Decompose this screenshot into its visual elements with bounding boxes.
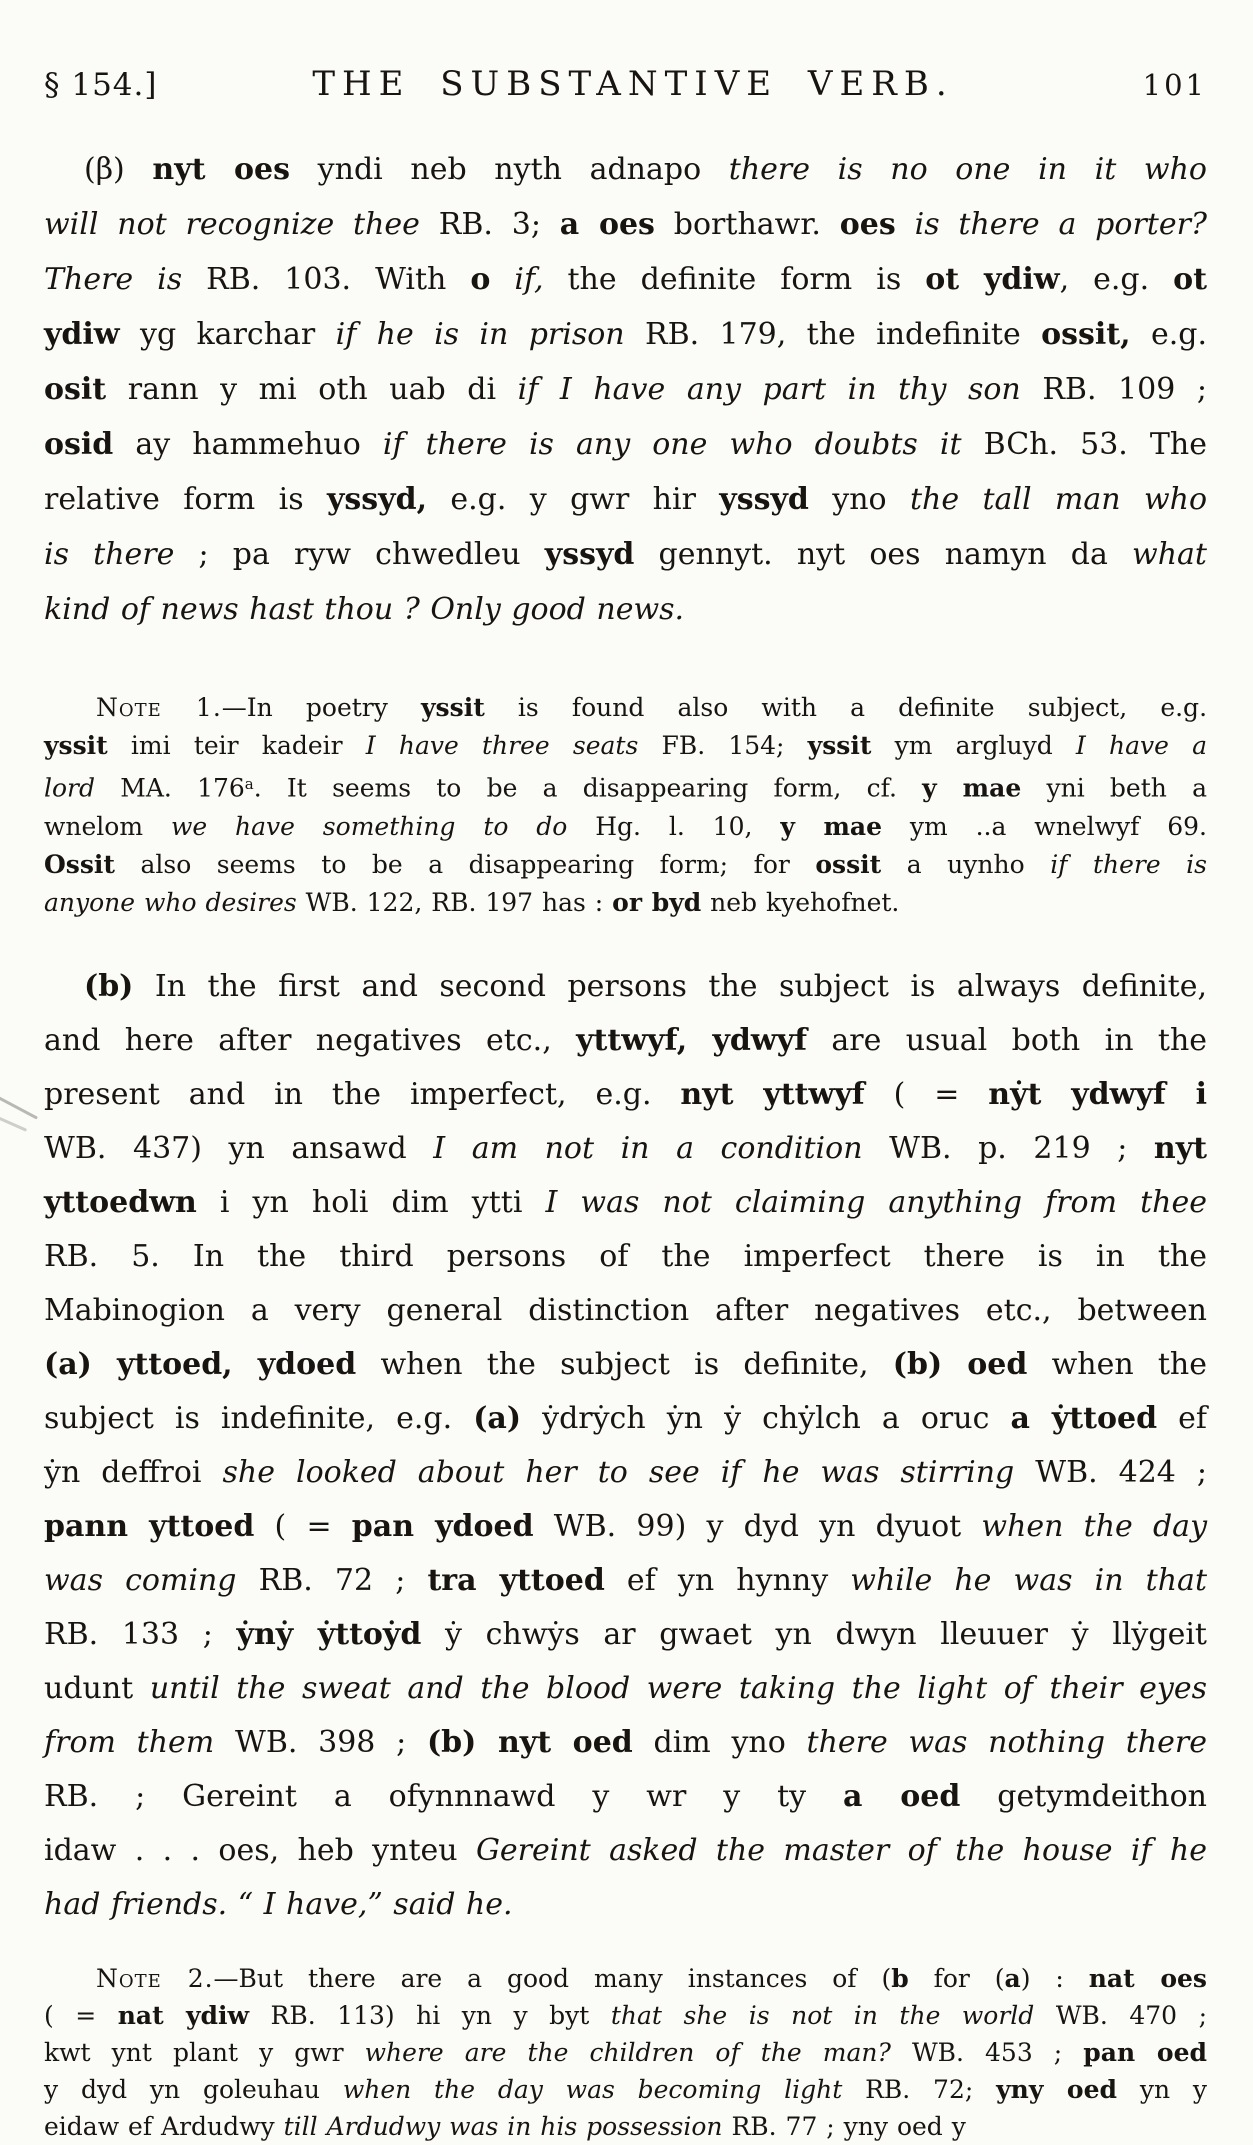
text-segment: FB. 154; [638,731,808,760]
text-segment: ( = [864,1076,989,1112]
text-segment: RB. 72 ; [236,1562,428,1598]
text-line [44,1608,1207,1662]
text-segment: (b) nyt oed [426,1724,633,1760]
text-segment: was coming [44,1562,237,1598]
text-segment: idaw . . . oes, heb ynteu [44,1832,476,1868]
text-segment: WB. 122, RB. 197 has : [296,887,613,917]
text-segment: will not recognize thee [44,207,439,242]
text-segment: y dyd yn goleuhau [44,2074,343,2104]
text-segment: ẏdrẏch ẏn ẏ chẏlch a oruc [521,1400,1011,1436]
text-segment: Gereint asked the master of the house if he [475,1832,1207,1868]
text-segment: nyt yttwyf [680,1076,865,1112]
text-segment: ossit, [1041,317,1131,352]
text-segment: ay hammehuo [113,427,383,462]
text-segment: I have a [1075,731,1207,760]
text-line [44,1068,1207,1122]
text-segment: —In poetry [221,693,422,722]
paragraph-b [44,960,1207,1932]
text-segment: ẏ chwẏs ar gwaet yn dwyn lleuuer ẏ llẏgeit [421,1616,1207,1652]
text-line [44,1997,1207,2034]
text-segment: e.g. [1130,317,1207,352]
text-segment: (a) yttoed, ydoed [44,1346,357,1382]
text-segment: I have three seats [365,731,639,760]
note-1 [44,689,1207,922]
text-line [44,1176,1207,1230]
text-segment: ydiw [44,317,120,352]
text-line [44,527,1207,582]
text-segment: yttoedwn [44,1184,197,1220]
text-line [44,197,1207,252]
text-segment: RB. 77 ; yny oed y [722,2111,966,2141]
text-segment: she looked about her to see if he was stirring [222,1454,1015,1490]
text-segment: if he is in prison [335,317,625,352]
text-line [44,1554,1207,1608]
text-line [44,2108,1207,2145]
text-segment: there is no one in it who [728,152,1207,187]
text-segment: WB. 453 ; [890,2037,1084,2067]
text-segment: a [1004,1963,1021,1993]
text-segment: RB. 103. With [206,262,471,297]
text-segment: nyt oes [152,152,291,187]
text-segment: yno [808,482,910,517]
text-segment: —But there are a good many instances of ( [213,1963,892,1993]
text-segment: (b) oed [892,1346,1028,1382]
text-line [44,765,1207,808]
text-segment: nat ydiw [117,2000,249,2030]
text-segment: what [1132,537,1207,572]
text-segment: ( = [254,1508,352,1544]
text-segment: i yn holi dim ytti [196,1184,546,1220]
text-segment: ym argluyd [871,731,1076,760]
text-segment: RB. 113) hi yn y byt [248,2000,611,2030]
text-segment: nat oes [1088,1963,1207,1993]
text-segment: In the first and second persons the subject is always definite, [133,968,1207,1004]
text-segment: Mabinogion a very general distinction after negatives etc., between [44,1292,1207,1328]
text-segment: WB. 470 ; [1034,2000,1208,2030]
text-segment [490,262,514,297]
text-segment: . It seems to be a disappearing form, cf. [253,773,923,803]
text-segment: a ẏttoed [1010,1400,1158,1436]
text-segment: yssyd, [326,482,428,517]
text-segment: RB. 133 ; [44,1616,237,1652]
text-segment: are usual both in the [807,1022,1208,1058]
text-segment: a oed [843,1778,961,1814]
text-segment: till Ardudwy was in his possession [283,2111,723,2141]
text-segment: Note 2. [96,1963,214,1993]
text-line [44,689,1207,727]
text-segment: there was nothing there [806,1724,1207,1760]
text-segment: a uynho [881,849,1051,879]
text-segment: Hg. l. 10, [567,811,781,841]
text-segment: or byd [612,887,702,917]
text-segment: There is [44,262,207,297]
text-segment: lord [44,773,96,803]
text-segment: relative form is [44,482,327,517]
text-segment: ot [1173,262,1207,297]
text-segment: yn y [1117,2074,1207,2104]
text-segment: yg karchar [119,317,336,352]
text-segment: the tall man who [909,482,1208,517]
text-line [44,884,1207,922]
text-line [44,307,1207,362]
text-segment: yttwyf, ydwyf [576,1022,808,1058]
text-line [44,1392,1207,1446]
text-line [44,1014,1207,1068]
text-segment: yny oed [996,2074,1117,2104]
text-line [44,846,1207,884]
text-segment: ) : [1020,1963,1089,1993]
text-segment: nẏt ydwyf i [988,1076,1208,1112]
text-segment: udunt [44,1670,150,1706]
text-line [44,1446,1207,1500]
text-line [44,1284,1207,1338]
text-segment: had friends. “ I have,” said he. [44,1886,513,1922]
text-segment: and here after negatives etc., [44,1022,577,1058]
text-segment: subject is indefinite, e.g. [44,1400,474,1436]
text-segment: yssyd [544,537,635,572]
text-segment: kind of news hast thou ? Only good news. [44,592,685,627]
text-segment: when the day was becoming light [342,2074,843,2104]
text-segment: b [891,1963,909,1993]
text-line [44,727,1207,765]
text-segment: ym ..a wnelwyf 69. [882,811,1207,841]
text-segment: ot ydiw [925,262,1060,297]
page-number: 101 [1142,68,1207,102]
text-segment: the definite form is [543,262,926,297]
text-segment: is found also with a definite subject, e.g. [484,693,1208,722]
text-line [44,1824,1207,1878]
paragraph-beta [44,142,1207,637]
text-line [44,362,1207,417]
text-segment: y mae [780,811,883,841]
text-segment: ef [1157,1400,1207,1436]
text-line [44,1230,1207,1284]
pencil-stroke [0,1095,38,1119]
text-line [44,252,1207,307]
text-line [44,1338,1207,1392]
text-segment: e.g. y gwr hir [427,482,720,517]
text-segment: pan oed [1083,2037,1207,2067]
text-segment: present and in the imperfect, e.g. [44,1076,681,1112]
text-line [44,2034,1207,2071]
text-segment: Note 1. [96,693,222,722]
text-segment: also seems to be a disappearing form; for [114,849,816,879]
text-segment: getymdeithon [960,1778,1207,1814]
text-line [44,808,1207,846]
pencil-mark [0,1098,48,1138]
text-line [44,1122,1207,1176]
text-segment: if there is [1050,849,1207,879]
text-segment: tra yttoed [427,1562,605,1598]
text-segment: for ( [908,1963,1005,1993]
text-segment: anyone who desires [44,887,297,917]
text-segment: where are the children of the man? [364,2037,891,2067]
text-segment: we have something to do [170,811,568,841]
text-segment: yssit [807,731,872,760]
text-segment: (b) [84,968,134,1004]
text-line [44,472,1207,527]
text-segment: yssit [421,693,485,722]
text-segment: o [470,262,491,297]
text-segment: ( = [44,2000,118,2030]
text-segment: rann y mi oth uab di [106,372,518,407]
section-number: § 154.] [44,67,158,103]
text-line [44,1716,1207,1770]
text-segment: ẏnẏ ẏttoẏd [236,1616,422,1652]
text-segment: osit [44,372,107,407]
text-line [44,1960,1207,1997]
text-line [44,142,1207,197]
text-segment: eidaw ef Ardudwy [44,2111,284,2141]
text-segment: (β) [84,152,153,187]
text-segment: yssyd [719,482,809,517]
text-segment: is there a porter? [914,207,1208,242]
text-segment: , e.g. [1059,262,1174,297]
text-segment: MA. 176 [95,773,245,803]
text-segment: pan ydoed [351,1508,534,1544]
text-segment: kwt ynt plant y gwr [44,2037,365,2067]
text-segment: WB. 424 ; [1014,1454,1207,1490]
text-segment: WB. 99) y dyd yn dyuot [533,1508,982,1544]
text-segment: if I have any part in thy son [517,372,1021,407]
text-line [44,1878,1207,1932]
text-segment: when the [1027,1346,1207,1382]
pencil-stroke [0,1115,27,1132]
text-line [44,2071,1207,2108]
text-segment: when the subject is definite, [356,1346,893,1382]
page-header [44,64,1207,112]
text-line [44,960,1207,1014]
text-segment: borthawr. [654,207,840,242]
text-segment: wnelom [44,811,171,841]
text-segment: yssit [44,731,108,760]
text-segment: if there is any one who doubts it [382,427,962,462]
text-segment: that she is not in the world [610,2000,1035,2030]
text-segment: nyt [1153,1130,1207,1166]
text-segment: from them [44,1724,215,1760]
text-segment: imi teir kadeir [107,731,366,760]
text-segment: RB. 109 ; [1020,372,1208,407]
text-segment: I was not claiming anything from thee [545,1184,1207,1220]
text-segment: I am not in a condition [433,1130,863,1166]
text-segment: yni beth a [1021,773,1207,803]
text-segment: while he was in that [850,1562,1207,1598]
text-segment: WB. 437) yn ansawd [44,1130,434,1166]
text-segment: a [244,775,254,793]
text-segment: until the sweat and the blood were taking the light of their eyes [149,1670,1207,1706]
page-title: THE SUBSTANTIVE VERB. [312,64,954,104]
text-segment: is there [44,537,175,572]
text-segment: oes [839,207,896,242]
text-line [44,1662,1207,1716]
text-line [44,1500,1207,1554]
text-segment: a oes [559,207,655,242]
text-segment: RB. ; Gereint a ofynnnawd y wr y ty [44,1778,843,1814]
text-segment: ossit [815,849,882,879]
text-segment: if, [514,262,544,297]
text-segment: pann yttoed [44,1508,255,1544]
text-segment: WB. 398 ; [214,1724,427,1760]
text-line [44,1770,1207,1824]
text-segment: RB. 3; [438,207,560,242]
text-segment: osid [44,427,114,462]
text-segment: neb kyehofnet. [701,887,900,917]
text-segment: yndi neb nyth adnapo [290,152,729,187]
text-segment: ; pa ryw chwedleu [174,537,545,572]
text-segment: Ossit [44,849,115,879]
text-segment: RB. 72; [842,2074,997,2104]
text-line [44,417,1207,472]
text-segment: when the day [981,1508,1208,1544]
text-segment: WB. p. 219 ; [862,1130,1154,1166]
text-segment [896,207,915,242]
text-segment: RB. 5. In the third persons of the imperfect there is in the [44,1238,1207,1274]
text-segment: (a) [473,1400,522,1436]
text-segment: BCh. 53. The [961,427,1207,462]
text-segment: ẏn deffroi [44,1454,223,1490]
text-segment: y mae [922,773,1022,803]
text-segment: gennyt. nyt oes namyn da [634,537,1133,572]
text-segment: RB. 179, the indefinite [624,317,1042,352]
note-2 [44,1960,1207,2145]
text-segment: ef yn hynny [604,1562,851,1598]
text-line [44,582,1207,637]
text-segment: dim yno [632,1724,807,1760]
